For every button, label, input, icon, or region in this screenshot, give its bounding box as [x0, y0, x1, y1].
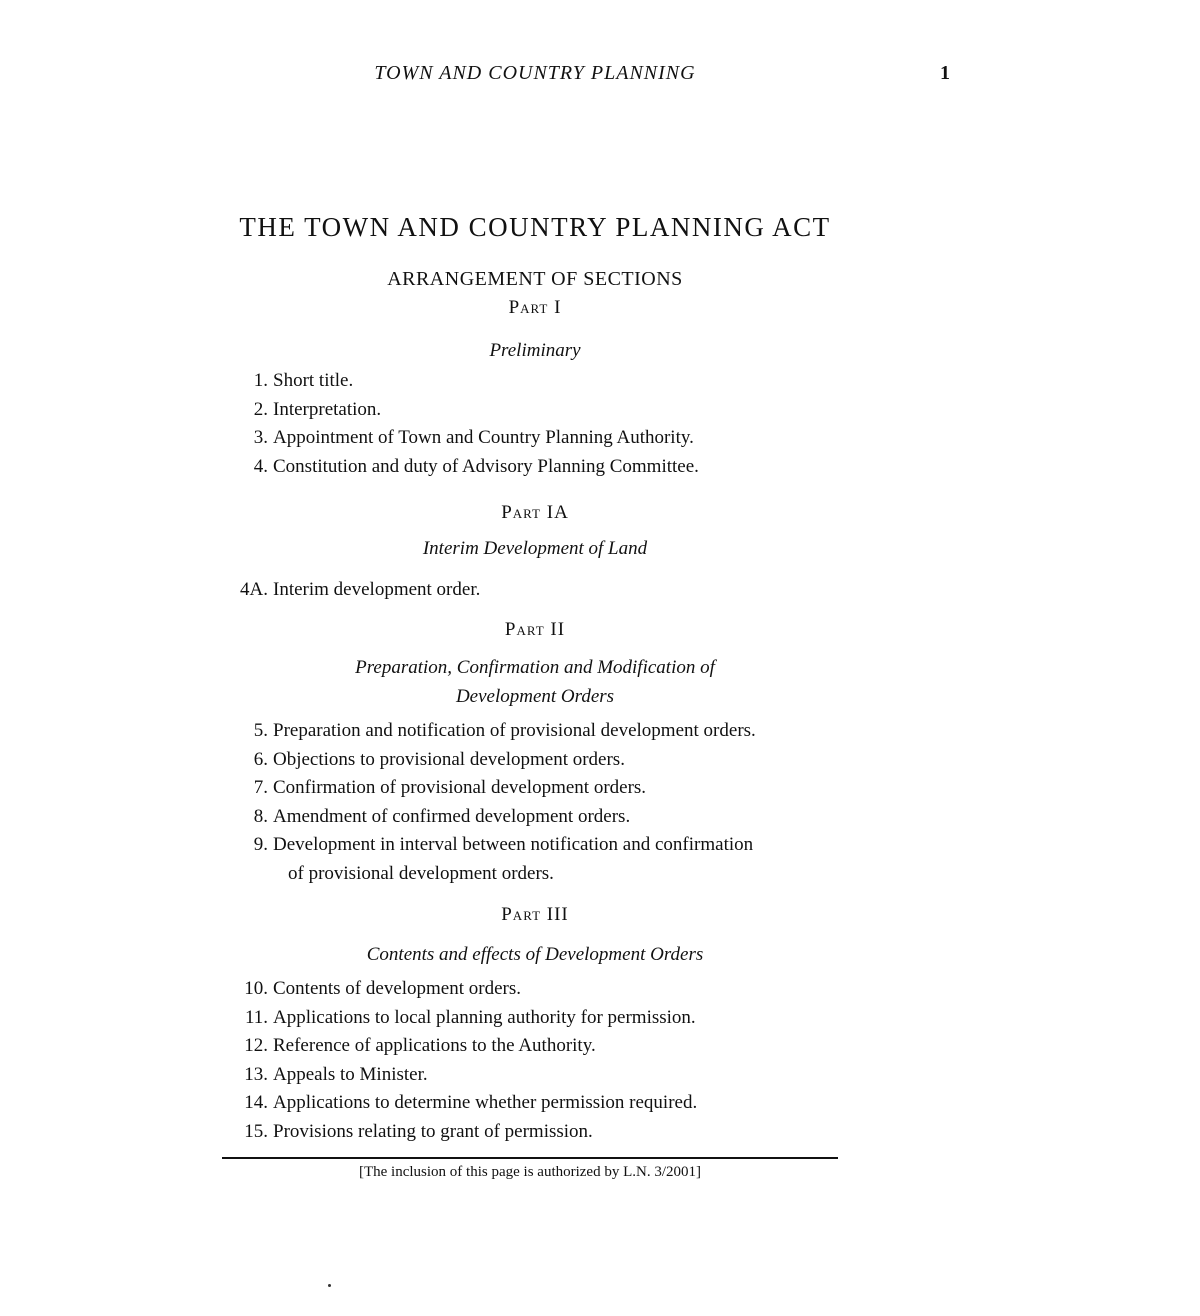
- section-number: 4A.: [240, 579, 268, 600]
- section-number: 11.: [244, 1006, 268, 1028]
- section-item: [230, 831, 850, 860]
- section-number: 3.: [253, 427, 268, 449]
- section-text: Preparation and notification of provisional development orders.: [273, 720, 756, 741]
- footer-note: [The inclusion of this page is authorized by L.N. 3/2001]: [358, 1164, 701, 1180]
- section-number: 1.: [253, 370, 268, 391]
- section-item: [230, 576, 850, 605]
- section-text: Objections to provisional development orders.: [273, 748, 625, 770]
- section-item: [230, 1118, 850, 1147]
- section-item: [230, 803, 850, 832]
- section-item: [230, 746, 850, 775]
- section-number: 13.: [244, 1063, 268, 1085]
- section-number: 7.: [253, 777, 268, 799]
- part-title: Contents and effects of Development Orders: [366, 944, 704, 965]
- section-number: 2.: [253, 398, 268, 420]
- section-number: 10.: [244, 978, 268, 999]
- part-heading: Part III: [501, 904, 569, 925]
- section-text: Development in interval between notification and confirmation: [273, 834, 754, 856]
- section-text: Appointment of Town and Country Planning Authority.: [273, 427, 694, 449]
- section-text: Applications to determine whether permission required.: [273, 1092, 698, 1114]
- section-text: Constitution and duty of Advisory Planning Committee.: [273, 455, 699, 477]
- part-title-line-2: Development Orders: [455, 686, 615, 707]
- section-list: [230, 576, 850, 605]
- section-text: Confirmation of provisional development orders.: [273, 777, 647, 799]
- section-item: [230, 396, 850, 425]
- scan-speck: [328, 1284, 331, 1287]
- section-item: [230, 1089, 850, 1118]
- section-text: Applications to local planning authority for permission.: [273, 1006, 696, 1028]
- act-title: THE TOWN AND COUNTRY PLANNING ACT: [239, 212, 831, 242]
- section-item: [230, 1061, 850, 1090]
- footer-rule: [222, 1157, 838, 1159]
- section-text: Interpretation.: [273, 398, 382, 420]
- section-number: 6.: [253, 748, 268, 770]
- section-continuation: [230, 860, 850, 889]
- section-list: [230, 717, 850, 889]
- running-head: TOWN AND COUNTRY PLANNING: [374, 62, 696, 84]
- section-text: Contents of development orders.: [273, 978, 522, 999]
- section-number: 4.: [253, 455, 268, 477]
- page-number: 1: [940, 62, 950, 84]
- part-title-line-1: Preparation, Confirmation and Modification of: [355, 657, 715, 678]
- section-item: [230, 453, 850, 482]
- arrangement-heading: ARRANGEMENT OF SECTIONS: [387, 268, 683, 290]
- section-text: Interim development order.: [273, 579, 481, 600]
- section-number: 8.: [253, 805, 268, 827]
- section-item: [230, 367, 850, 396]
- section-number: 9.: [253, 834, 268, 856]
- part-heading: Part I: [508, 297, 562, 318]
- section-number: 15.: [244, 1120, 268, 1142]
- section-item: [230, 717, 850, 746]
- part-title: Interim Development of Land: [422, 538, 648, 559]
- section-item: [230, 424, 850, 453]
- section-text: Appeals to Minister.: [273, 1063, 428, 1085]
- section-item: [230, 975, 850, 1004]
- part-title: Preliminary: [489, 340, 581, 361]
- section-item: [230, 774, 850, 803]
- section-text: Reference of applications to the Authority.: [273, 1035, 596, 1057]
- section-list: [230, 367, 850, 481]
- section-continuation-text: of provisional development orders.: [288, 862, 554, 884]
- section-text: Amendment of confirmed development orders.: [273, 805, 631, 827]
- section-number: 12.: [244, 1035, 268, 1057]
- section-item: [230, 1032, 850, 1061]
- section-list: [230, 975, 850, 1147]
- section-text: Short title.: [273, 370, 354, 391]
- section-text: Provisions relating to grant of permission.: [273, 1120, 593, 1142]
- section-item: [230, 1004, 850, 1033]
- section-number: 5.: [253, 720, 268, 741]
- part-heading: Part II: [504, 619, 566, 640]
- section-number: 14.: [244, 1092, 268, 1114]
- part-heading: Part IA: [501, 502, 569, 523]
